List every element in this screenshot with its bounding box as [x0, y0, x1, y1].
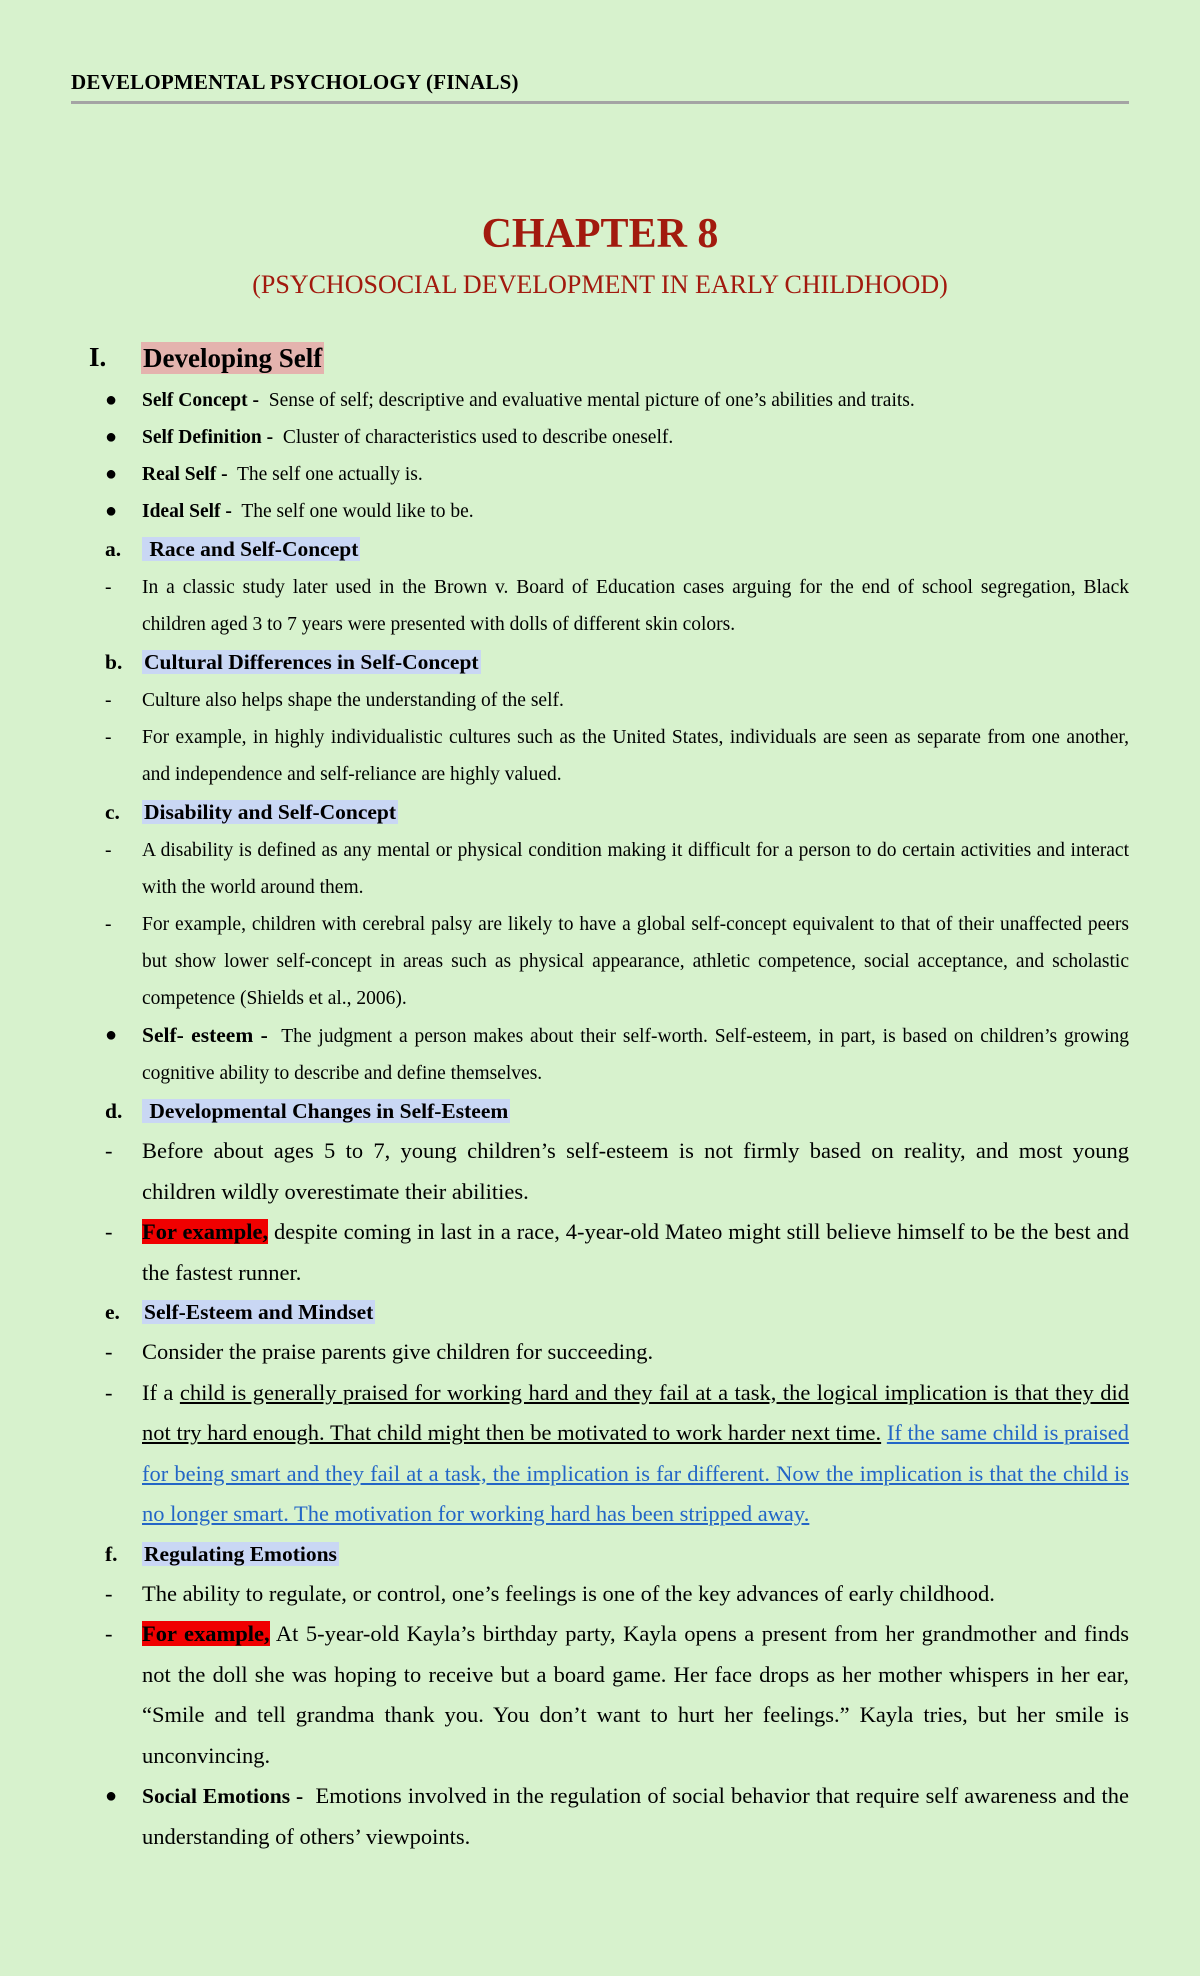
- dash-marker: -: [105, 914, 112, 935]
- definition-ideal-self: [0, 493, 1200, 530]
- subsection-letter: a.: [105, 537, 122, 561]
- subsection-title: Disability and Self-Concept: [144, 800, 397, 824]
- list-item: [0, 1332, 1200, 1373]
- subsection-letter: f.: [105, 1541, 118, 1566]
- bullet-marker: ●: [105, 500, 118, 522]
- item-text: A disability is defined as any mental or physical condition making it difficult for a person to do certain activities and interact with the world around them.: [142, 840, 1129, 898]
- subsection-heading-c: [0, 793, 1200, 832]
- definition: The self one actually is.: [236, 464, 423, 485]
- list-item: [0, 1574, 1200, 1615]
- dash-marker: -: [105, 577, 112, 598]
- definition: The judgment a person makes about their self-worth. Self-esteem, in part, is based on children’s growing cognitive ability to describe and define themselves.: [142, 1026, 1129, 1084]
- term: Ideal Self -: [142, 501, 232, 522]
- term: Social Emotions -: [142, 1784, 304, 1808]
- dash-marker: -: [105, 727, 112, 748]
- chapter-subtitle: (PSYCHOSOCIAL DEVELOPMENT IN EARLY CHILDHOOD): [252, 270, 948, 299]
- document-body: [0, 336, 1200, 1857]
- subsection-letter: d.: [105, 1099, 123, 1123]
- underlined-text: child is generally praised for working hard and they fail at a task, the logical implication is that they did not try hard enough. That child might then be motivated to work harder next time.: [142, 1379, 1129, 1445]
- subsection-title: Cultural Differences in Self-Concept: [144, 650, 479, 674]
- document-header: DEVELOPMENTAL PSYCHOLOGY (FINALS): [71, 70, 519, 94]
- list-item: [0, 1212, 1200, 1293]
- dash-marker: -: [105, 690, 112, 711]
- item-text: In a classic study later used in the Brown v. Board of Education cases arguing for the end of school segregation, Black children aged 3 to 7 years were presented with dolls of different skin colors.: [142, 577, 1129, 635]
- subsection-title: Self-Esteem and Mindset: [144, 1300, 374, 1324]
- definition-self-concept: [0, 382, 1200, 419]
- bullet-marker: ●: [105, 389, 118, 411]
- dash-marker: -: [105, 1138, 113, 1163]
- definition-self-esteem: [0, 1017, 1200, 1092]
- dash-marker: -: [105, 1339, 113, 1364]
- item-text: Before about ages 5 to 7, young children’s self-esteem is not firmly based on reality, and most young children wildly overestimate their abilities.: [142, 1138, 1129, 1204]
- subsection-title: Developmental Changes in Self-Esteem: [142, 1099, 510, 1123]
- item-text: Consider the praise parents give children for succeeding.: [142, 1339, 654, 1364]
- list-item: [0, 719, 1200, 793]
- definition-social-emotions: [0, 1776, 1200, 1857]
- list-item: [0, 906, 1200, 1017]
- subsection-letter: c.: [105, 800, 120, 824]
- definition: Emotions involved in the regulation of social behavior that require self awareness and the understanding of others’ viewpoints.: [142, 1783, 1129, 1849]
- item-text-start: If a: [142, 1379, 180, 1405]
- blue-underlined-text: If the same child is praised for being smart and they fail at a task, the implication is far different. Now the implication is that the child is no longer smart. The motivation for working hard has been stripped away.: [142, 1420, 1129, 1526]
- item-text: despite coming in last in a race, 4-year-old Mateo might still believe himself to be the best and the fastest runner.: [142, 1219, 1130, 1285]
- subsection-title: Regulating Emotions: [144, 1541, 337, 1566]
- example-label: For example,: [142, 1219, 269, 1244]
- item-text: Culture also helps shape the understanding of the self.: [142, 690, 564, 711]
- subsection-heading-e: [0, 1293, 1200, 1332]
- dash-marker: -: [105, 1580, 113, 1606]
- subsection-heading-f: [0, 1535, 1200, 1574]
- subsection-title: Race and Self-Concept: [142, 537, 360, 561]
- bullet-marker: ●: [105, 426, 118, 448]
- definition: The self one would like to be.: [241, 501, 474, 522]
- list-item: [0, 832, 1200, 906]
- definition: Cluster of characteristics used to describe oneself.: [282, 427, 674, 448]
- bullet-marker: ●: [105, 1024, 118, 1046]
- item-text: For example, in highly individualistic cultures such as the United States, individuals are seen as separate from one another, and independence and self-reliance are highly valued.: [142, 727, 1129, 785]
- subsection-heading-d: [0, 1092, 1200, 1131]
- definition-self-definition: [0, 419, 1200, 456]
- list-item: [0, 1131, 1200, 1212]
- term: Self- esteem -: [142, 1023, 268, 1047]
- subsection-heading-a: [0, 530, 1200, 569]
- list-item: [0, 682, 1200, 719]
- item-text: At 5-year-old Kayla’s birthday party, Kayla opens a present from her grandmother and finds not the doll she was hoping to receive but a board game. Her face drops as her mother whispers in her ear, “Smile and tell grandma thank you. You don’t want to hurt her feelings.” Kayla tries, but her smile is unconvincing.: [142, 1621, 1129, 1768]
- subsection-letter: b.: [105, 650, 123, 674]
- item-text: For example, children with cerebral palsy are likely to have a global self-concept equivalent to that of their unaffected peers but show lower self-concept in areas such as physical appearance, athletic competence, social acceptance, and scholastic competence (Shields et al., 2006).: [142, 914, 1129, 1009]
- dash-marker: -: [105, 1219, 113, 1244]
- dash-marker: -: [105, 1379, 113, 1405]
- section-number: I.: [89, 342, 107, 372]
- list-item: [0, 1373, 1200, 1535]
- dash-marker: -: [105, 840, 112, 861]
- term: Self Definition -: [142, 427, 274, 448]
- definition: Sense of self; descriptive and evaluative mental picture of one’s abilities and traits.: [268, 390, 915, 411]
- term: Real Self -: [142, 464, 228, 485]
- list-item: [0, 569, 1200, 643]
- header-divider: [71, 101, 1129, 104]
- definition-real-self: [0, 456, 1200, 493]
- subsection-heading-b: [0, 643, 1200, 682]
- dash-marker: -: [105, 1621, 113, 1646]
- subsection-letter: e.: [105, 1300, 120, 1324]
- item-text: The ability to regulate, or control, one’s feelings is one of the key advances of early childhood.: [142, 1580, 995, 1606]
- example-label: For example,: [142, 1621, 270, 1646]
- chapter-title: CHAPTER 8: [481, 211, 719, 257]
- list-item: [0, 1614, 1200, 1776]
- bullet-marker: ●: [105, 463, 118, 485]
- section-heading: [0, 336, 1200, 382]
- bullet-marker: ●: [105, 1785, 118, 1807]
- term: Self Concept -: [142, 390, 259, 411]
- section-title: Developing Self: [143, 343, 323, 373]
